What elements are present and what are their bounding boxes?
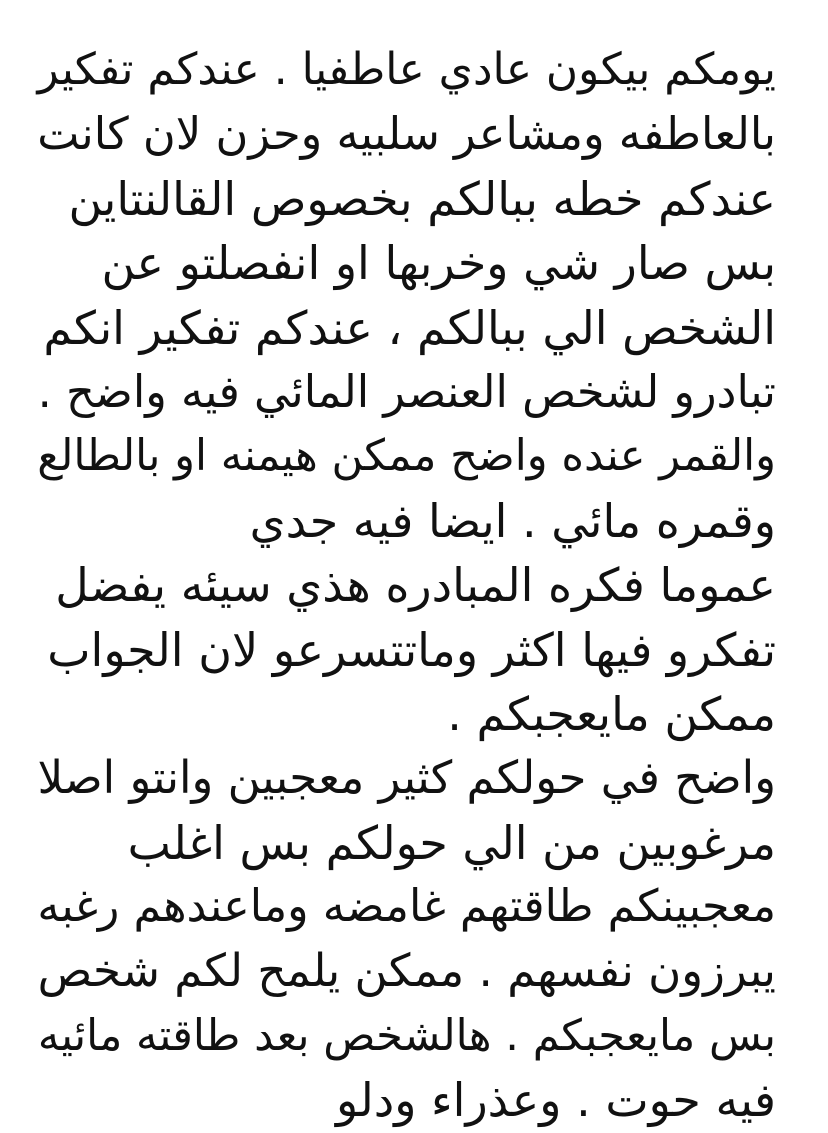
text-line: واضح في حولكم كثير معجبين وانتو اصلا [37,751,776,805]
text-line: وقمره مائي . ايضا فيه جدي [249,493,776,548]
text-line: تفكرو فيها اكثر وماتتسرعو لان الجواب [47,622,776,677]
text-line: مرغوبين من الي حولكم بس اغلب [127,815,776,870]
text-line: بس مايعجبكم . هالشخص بعد طاقته مائيه [37,1010,776,1061]
text-line: والقمر عنده واضح ممكن هيمنه او بالطالع [37,431,776,482]
text-line: بس صار شي وخربها او انفصلتو عن [101,236,776,291]
text-line: تبادرو لشخص العنصر المائي فيه واضح . [37,365,776,418]
text-line: بالعاطفه ومشاعر سلبيه وحزن لان كانت [37,107,776,161]
text-line: عموما فكره المبادره هذي سيئه يفضل [55,558,776,613]
text-line: الشخص الي ببالكم ، عندكم تفكير انكم [43,300,776,355]
text-line: يبرزون نفسهم . ممكن يلمح لكم شخص [37,944,776,998]
text-line: عندكم خطه ببالكم بخصوص القالنتاين [68,171,776,226]
note-text [30,38,776,1133]
text-line: فيه حوت . وعذراء ودلو [335,1073,776,1128]
text-line: ممكن مايعجبكم . [447,686,776,741]
text-line: معجبينكم طاقتهم غامضه وماعندهم رغبه [37,881,776,933]
text-line: يومكم بيكون عادي عاطفيا . عندكم تفكير [37,44,776,95]
